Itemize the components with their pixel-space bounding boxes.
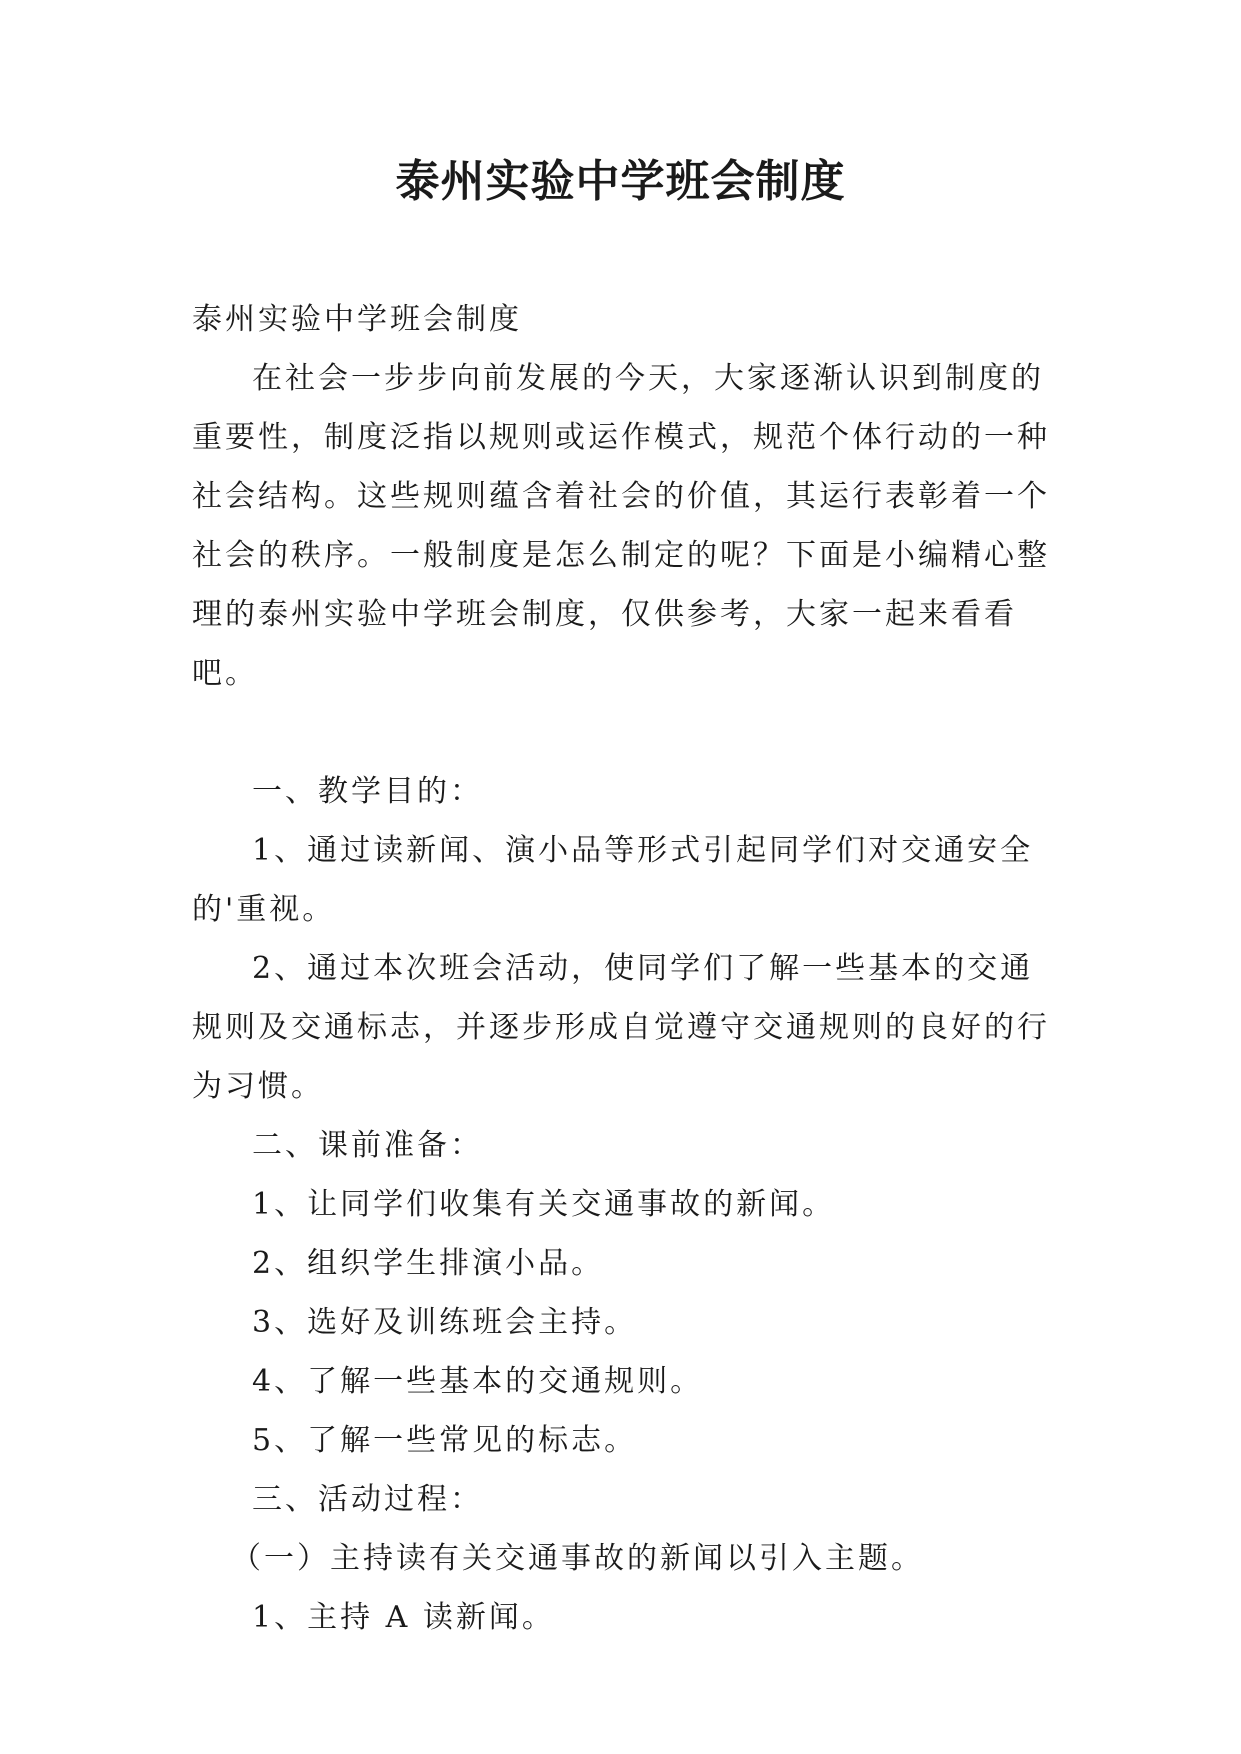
paragraph-spacer [192, 703, 1062, 762]
preparation-item-3: 3、选好及训练班会主持。 [252, 1305, 638, 1340]
preparation-item-2: 2、组织学生排演小品。 [252, 1246, 605, 1281]
goal-item-2: 2、通过本次班会活动，使同学们了解一些基本的交通规则及交通标志，并逐步形成自觉遵守交通规则的良好的行为习惯。 [192, 951, 1050, 1104]
goal-item-1: 1、通过读新闻、演小品等形式引起同学们对交通安全的'重视。 [192, 833, 1034, 927]
process-item-1: 1、主持 A 读新闻。 [252, 1600, 555, 1635]
preparation-item-1: 1、让同学们收集有关交通事故的新闻。 [252, 1187, 836, 1222]
document-subtitle: 泰州实验中学班会制度 [192, 302, 522, 337]
section-heading-goals: 一、教学目的： [252, 774, 483, 809]
section-heading-preparation: 二、课前准备： [252, 1128, 483, 1163]
intro-paragraph: 在社会一步步向前发展的今天，大家逐渐认识到制度的重要性，制度泛指以规则或运作模式，规范个体行动的一种社会结构。这些规则蕴含着社会的价值，其运行表彰着一个社会的秩序。一般制度是怎么制定的呢？下面是小编精心整理的泰州实验中学班会制度，仅供参考，大家一起来看看吧。 [192, 361, 1050, 691]
process-subheading-1: （一）主持读有关交通事故的新闻以引入主题。 [231, 1541, 924, 1576]
document-title: 泰州实验中学班会制度 [395, 156, 846, 207]
document-body [192, 290, 1062, 1647]
preparation-item-4: 4、了解一些基本的交通规则。 [252, 1364, 704, 1399]
section-heading-process: 三、活动过程： [252, 1482, 483, 1517]
preparation-item-5: 5、了解一些常见的标志。 [252, 1423, 638, 1458]
